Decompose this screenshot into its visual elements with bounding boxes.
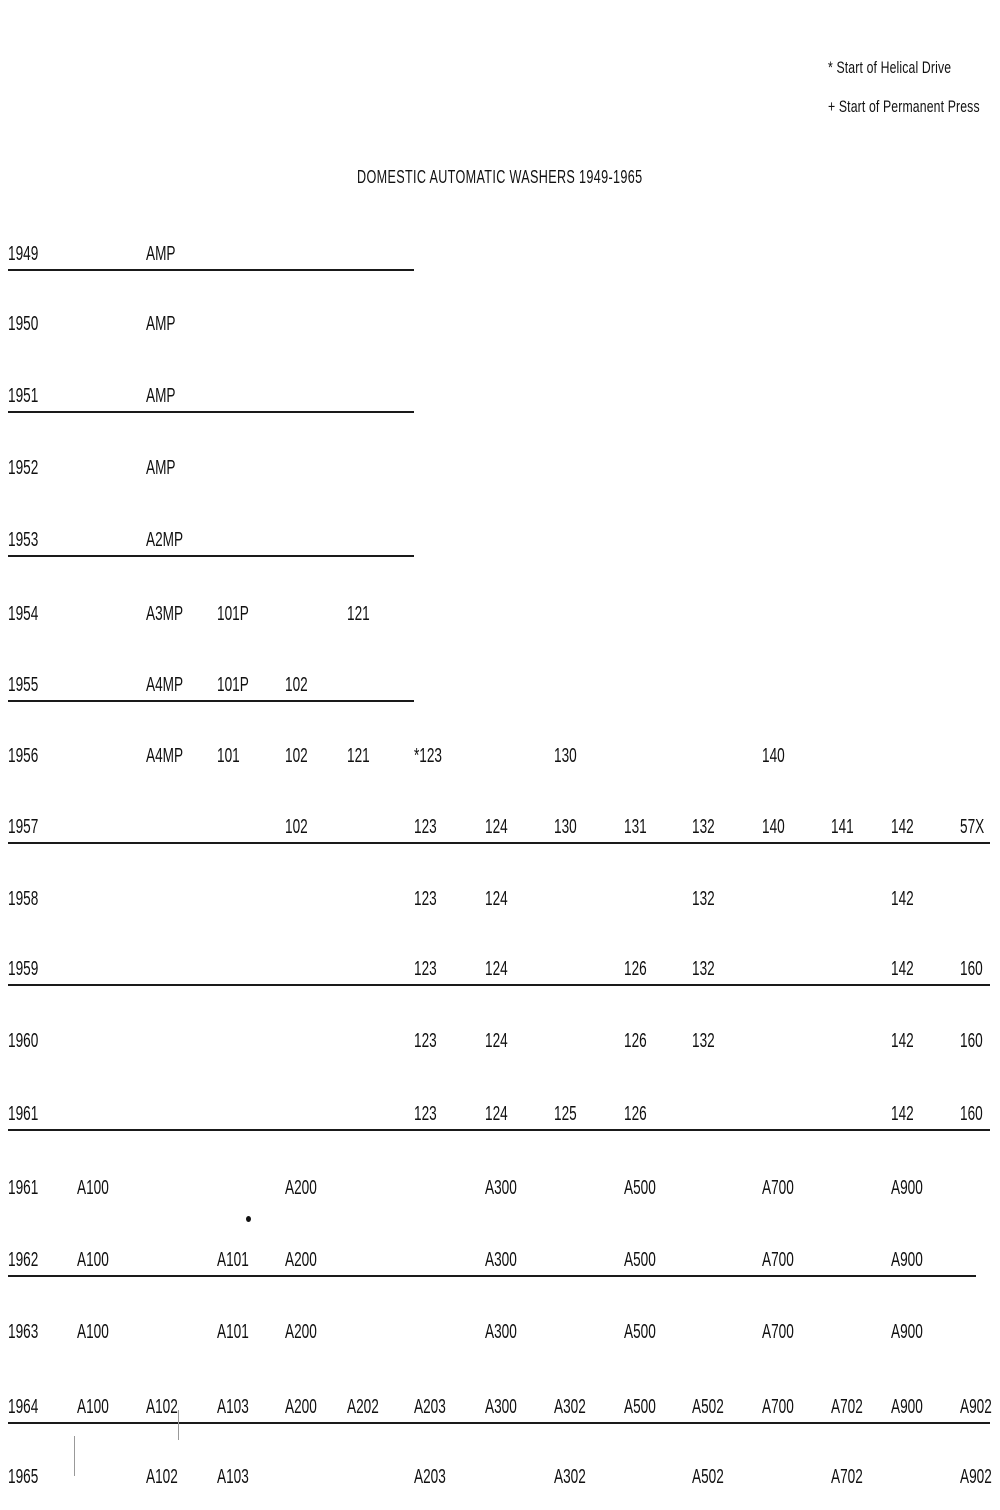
year-cell: 1952 [8, 457, 39, 479]
table-row [0, 1320, 1000, 1350]
model-cell: A100 [77, 1249, 109, 1271]
model-cell: A103 [217, 1396, 249, 1418]
model-cell: A302 [554, 1396, 586, 1418]
model-cell: A203 [414, 1466, 446, 1488]
model-cell: AMP [146, 243, 176, 265]
table-row [0, 528, 1000, 558]
model-cell: 102 [285, 816, 308, 838]
model-cell: A900 [891, 1177, 923, 1199]
model-cell: A700 [762, 1177, 794, 1199]
model-cell: 124 [485, 958, 508, 980]
scan-speck [178, 1410, 179, 1440]
model-cell: 160 [960, 1103, 983, 1125]
model-cell: A700 [762, 1249, 794, 1271]
model-cell: 130 [554, 816, 577, 838]
model-cell: A102 [146, 1396, 178, 1418]
model-cell: A900 [891, 1249, 923, 1271]
model-cell: 130 [554, 745, 577, 767]
model-cell: A500 [624, 1396, 656, 1418]
table-row [0, 815, 1000, 845]
model-cell: 132 [692, 816, 715, 838]
model-cell: A200 [285, 1249, 317, 1271]
model-cell: A300 [485, 1177, 517, 1199]
model-cell: A300 [485, 1249, 517, 1271]
model-cell: 102 [285, 745, 308, 767]
table-row [0, 1395, 1000, 1425]
model-cell: 102 [285, 674, 308, 696]
model-cell: A900 [891, 1321, 923, 1343]
table-row [0, 456, 1000, 486]
model-cell: 131 [624, 816, 647, 838]
year-cell: 1964 [8, 1396, 39, 1418]
model-cell: AMP [146, 313, 176, 335]
row-divider [8, 555, 414, 557]
model-cell: A3MP [146, 603, 184, 625]
table-row [0, 1465, 1000, 1495]
model-cell: 101P [217, 603, 249, 625]
model-cell: 160 [960, 1030, 983, 1052]
year-cell: 1956 [8, 745, 39, 767]
model-cell: AMP [146, 457, 176, 479]
year-cell: 1961 [8, 1103, 39, 1125]
year-cell: 1955 [8, 674, 39, 696]
year-cell: 1959 [8, 958, 39, 980]
model-cell: A902 [960, 1466, 992, 1488]
model-cell: A500 [624, 1321, 656, 1343]
model-cell: 123 [414, 958, 437, 980]
model-cell: 160 [960, 958, 983, 980]
model-cell: A500 [624, 1177, 656, 1199]
table-row [0, 957, 1000, 987]
model-cell: 123 [414, 1030, 437, 1052]
table-row [0, 242, 1000, 272]
row-divider [8, 411, 414, 413]
model-cell: 142 [891, 888, 914, 910]
model-cell: 125 [554, 1103, 577, 1125]
model-cell: 124 [485, 816, 508, 838]
year-cell: 1965 [8, 1466, 39, 1488]
model-cell: A101 [217, 1249, 249, 1271]
table-row [0, 1029, 1000, 1059]
model-cell: 124 [485, 888, 508, 910]
model-cell: 142 [891, 1030, 914, 1052]
model-cell: 124 [485, 1103, 508, 1125]
table-row [0, 312, 1000, 342]
model-cell: A100 [77, 1396, 109, 1418]
table-row [0, 887, 1000, 917]
model-cell: A702 [831, 1466, 863, 1488]
model-cell: A500 [624, 1249, 656, 1271]
model-cell: 121 [347, 603, 370, 625]
model-cell: 142 [891, 816, 914, 838]
model-cell: 126 [624, 1103, 647, 1125]
row-divider [8, 842, 990, 844]
row-divider [8, 984, 990, 986]
model-cell: A300 [485, 1396, 517, 1418]
model-cell: 123 [414, 888, 437, 910]
model-cell: 123 [414, 1103, 437, 1125]
year-cell: 1950 [8, 313, 39, 335]
legend-permanent-press: + Start of Permanent Press [828, 97, 980, 116]
model-cell: A702 [831, 1396, 863, 1418]
model-cell: 123 [414, 816, 437, 838]
year-cell: 1951 [8, 385, 39, 407]
model-cell: A200 [285, 1396, 317, 1418]
model-cell: A2MP [146, 529, 184, 551]
model-cell: A200 [285, 1321, 317, 1343]
model-cell: 140 [762, 745, 785, 767]
table-row [0, 744, 1000, 774]
model-cell: 124 [485, 1030, 508, 1052]
model-cell: 126 [624, 1030, 647, 1052]
year-cell: 1957 [8, 816, 39, 838]
model-cell: A103 [217, 1466, 249, 1488]
year-cell: 1958 [8, 888, 39, 910]
legend-helical-drive: * Start of Helical Drive [828, 58, 952, 77]
row-divider [8, 1275, 976, 1277]
model-cell: A502 [692, 1396, 724, 1418]
model-cell: A4MP [146, 674, 184, 696]
model-cell: A101 [217, 1321, 249, 1343]
scan-speck [74, 1436, 75, 1476]
table-row [0, 602, 1000, 632]
year-cell: 1954 [8, 603, 39, 625]
table-row [0, 1102, 1000, 1132]
model-cell: 57X [960, 816, 985, 838]
model-cell: A902 [960, 1396, 992, 1418]
table-row [0, 384, 1000, 414]
row-divider [8, 700, 414, 702]
model-cell: A700 [762, 1396, 794, 1418]
model-cell: 132 [692, 1030, 715, 1052]
row-divider [8, 269, 414, 271]
model-cell: *123 [414, 745, 442, 767]
model-cell: 101P [217, 674, 249, 696]
model-cell: 101 [217, 745, 240, 767]
model-cell: 132 [692, 958, 715, 980]
table-row [0, 1248, 1000, 1278]
model-cell: AMP [146, 385, 176, 407]
year-cell: 1953 [8, 529, 39, 551]
model-cell: 140 [762, 816, 785, 838]
row-divider [8, 1422, 990, 1424]
model-cell: 132 [692, 888, 715, 910]
model-cell: A202 [347, 1396, 379, 1418]
model-cell: A4MP [146, 745, 184, 767]
model-cell: A203 [414, 1396, 446, 1418]
year-cell: 1949 [8, 243, 39, 265]
model-cell: A700 [762, 1321, 794, 1343]
year-cell: 1963 [8, 1321, 39, 1343]
row-divider [8, 1129, 990, 1131]
model-cell: A502 [692, 1466, 724, 1488]
model-cell: A100 [77, 1321, 109, 1343]
year-cell: 1962 [8, 1249, 39, 1271]
model-cell: 142 [891, 958, 914, 980]
model-cell: A100 [77, 1177, 109, 1199]
model-cell: 126 [624, 958, 647, 980]
model-cell: 142 [891, 1103, 914, 1125]
year-cell: 1960 [8, 1030, 39, 1052]
model-cell: A102 [146, 1466, 178, 1488]
model-cell: A302 [554, 1466, 586, 1488]
page-title: DOMESTIC AUTOMATIC WASHERS 1949-1965 [357, 167, 643, 187]
year-cell: 1961 [8, 1177, 39, 1199]
model-cell: 141 [831, 816, 854, 838]
table-row [0, 673, 1000, 703]
model-cell: A300 [485, 1321, 517, 1343]
stray-dot [246, 1216, 251, 1222]
model-cell: A900 [891, 1396, 923, 1418]
model-cell: 121 [347, 745, 370, 767]
model-cell: A200 [285, 1177, 317, 1199]
table-row [0, 1176, 1000, 1206]
